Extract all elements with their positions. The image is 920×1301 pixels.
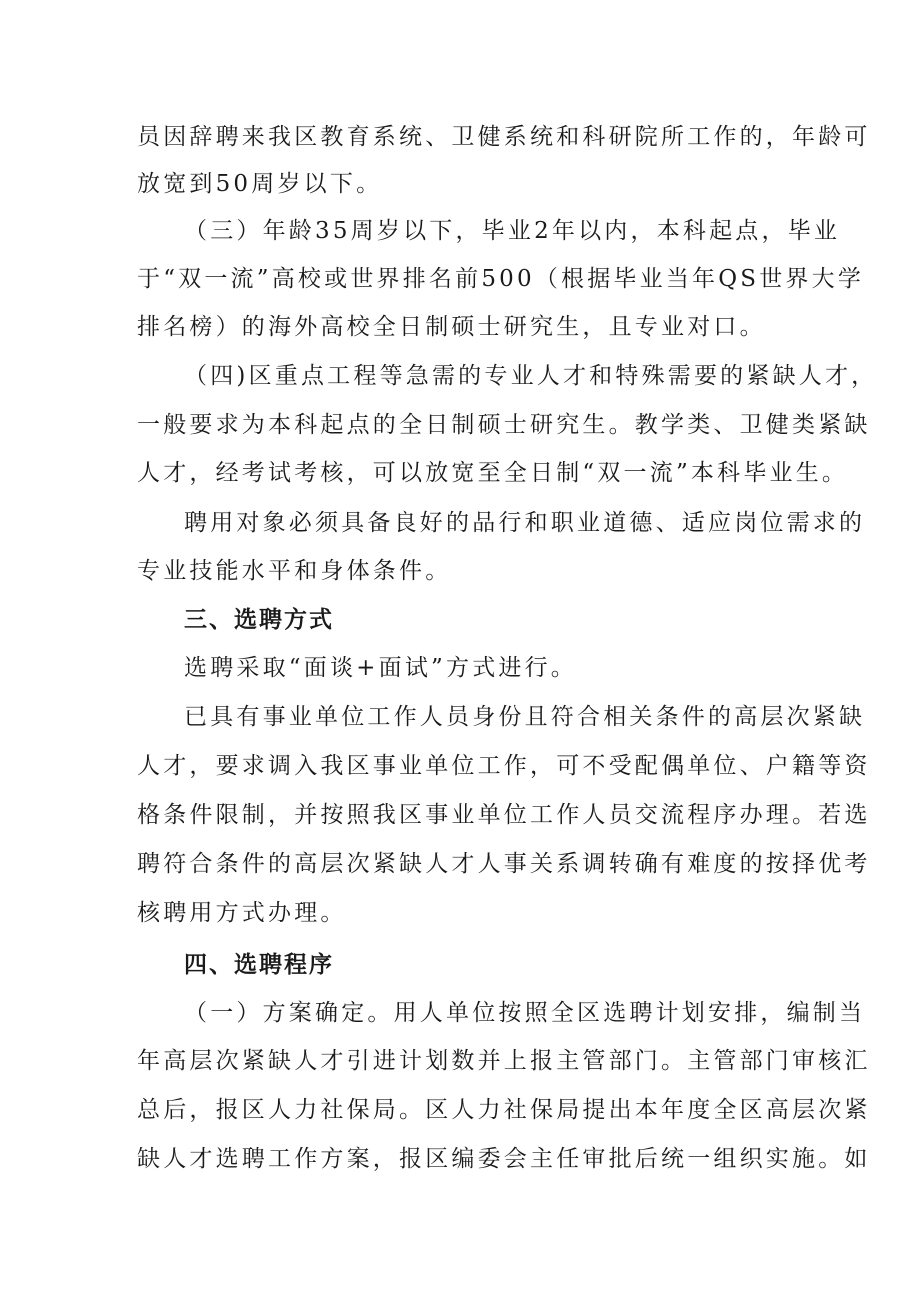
paragraph-line: 总后，报区人力社保局。区人力社保局提出本年度全区高层次紧 (137, 1097, 871, 1123)
paragraph-line: 排名榜）的海外高校全日制硕士研究生，且专业对口。 (137, 314, 766, 340)
paragraph-line: 聘符合条件的高层次紧缺人才人事关系调转确有难度的按择优考 (137, 851, 871, 877)
section-heading: 三、选聘方式 (184, 607, 334, 633)
paragraph-line: （一）方案确定。用人单位按照全区选聘计划安排，编制当 (184, 1000, 866, 1026)
paragraph-line: 人才，经考试考核，可以放宽至全日制“双一流”本科毕业生。 (137, 460, 849, 486)
paragraph-line: 员因辞聘来我区教育系统、卫健系统和科研院所工作的，年龄可 (137, 124, 871, 150)
paragraph-line: 一般要求为本科起点的全日制硕士研究生。教学类、卫健类紧缺 (137, 412, 871, 438)
paragraph-line: 专业技能水平和身体条件。 (137, 558, 452, 584)
paragraph-line: 放宽到50周岁以下。 (137, 171, 383, 197)
section-heading: 四、选聘程序 (184, 952, 334, 978)
paragraph-line: 已具有事业单位工作人员身份且符合相关条件的高层次紧缺 (184, 704, 866, 730)
paragraph-line: 于“双一流”高校或世界排名前500（根据毕业当年QS世界大学 (137, 266, 865, 292)
paragraph-line: （三）年龄35周岁以下，毕业2年以内，本科起点，毕业 (184, 218, 841, 244)
paragraph-line: 聘用对象必须具备良好的品行和职业道德、适应岗位需求的 (184, 510, 866, 536)
paragraph-line: 格条件限制，并按照我区事业单位工作人员交流程序办理。若选 (137, 802, 871, 828)
paragraph-line: 核聘用方式办理。 (137, 900, 347, 926)
paragraph-line: （四)区重点工程等急需的专业人才和特殊需要的紧缺人才， (184, 363, 878, 389)
paragraph-line: 年高层次紧缺人才引进计划数并上报主管部门。主管部门审核汇 (137, 1048, 871, 1074)
paragraph-line: 选聘采取“面谈+面试”方式进行。 (184, 655, 577, 681)
paragraph-line: 缺人才选聘工作方案，报区编委会主任审批后统一组织实施。如 (137, 1146, 871, 1172)
paragraph-line: 人才，要求调入我区事业单位工作，可不受配偶单位、户籍等资 (137, 753, 871, 779)
